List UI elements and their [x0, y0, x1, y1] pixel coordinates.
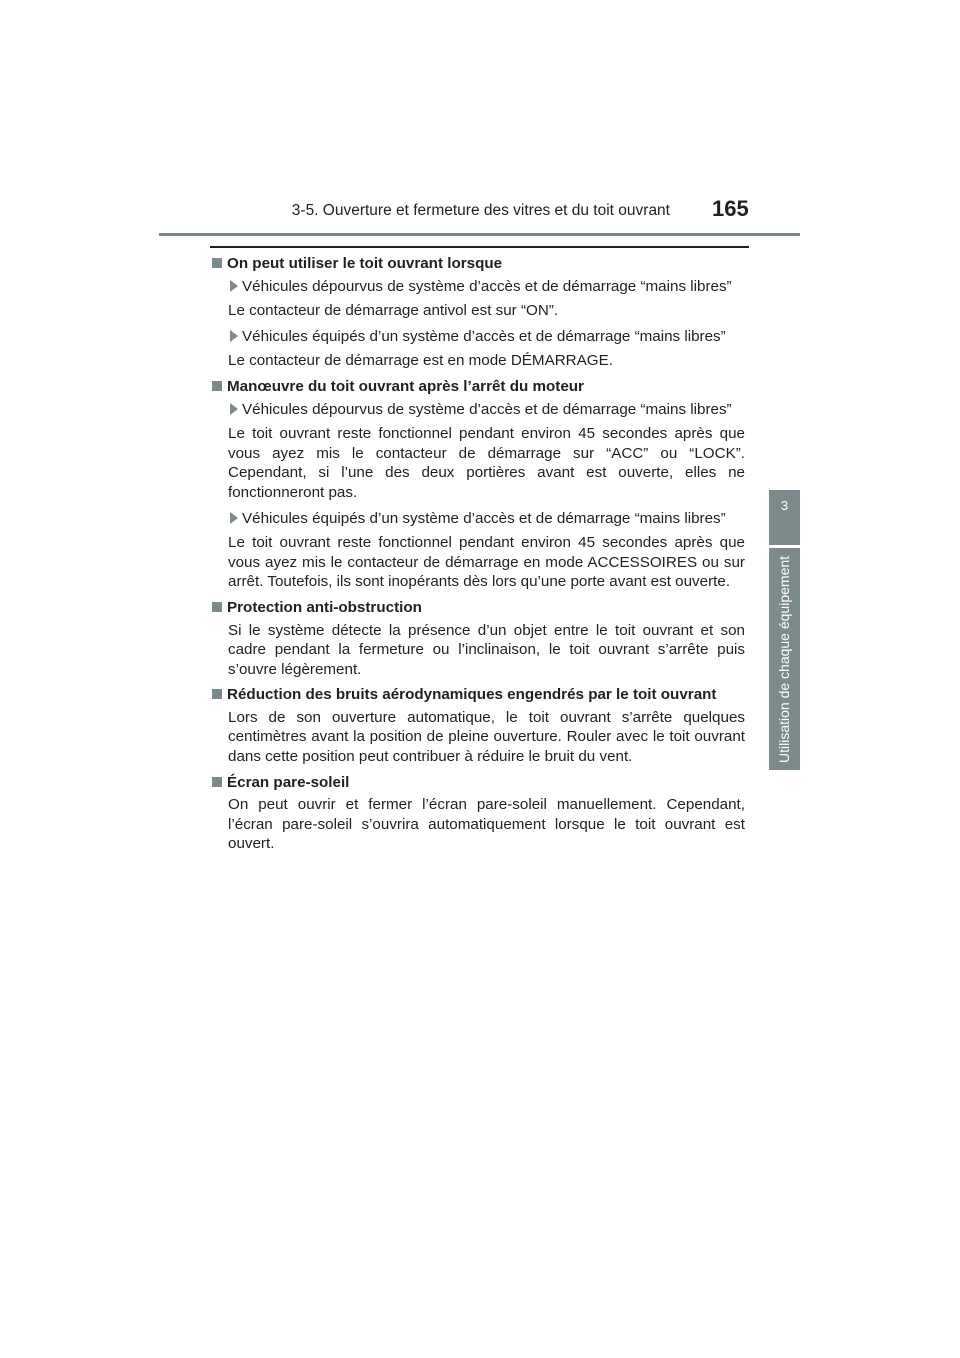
section-sunshade [212, 773, 745, 854]
vehicle-condition [228, 400, 745, 420]
header-rule [159, 233, 800, 236]
section-title [212, 773, 745, 793]
paragraph: Le contacteur de démarrage antivol est sur “ON”. [228, 302, 559, 320]
paragraph: On peut ouvrir et fermer l’écran pare-soleil manuellement. Cependant, l’écran pare-soleil s’ouvrira automatiquement lorsque le toit ouvrant est ouvert. [228, 796, 745, 853]
section-title-text: On peut utiliser le toit ouvrant lorsque [227, 255, 503, 272]
vehicle-condition [228, 327, 745, 347]
vehicle-condition [228, 509, 745, 529]
section-title-text: Protection anti-obstruction [227, 598, 422, 616]
page-number: 165 [712, 196, 749, 221]
vehicle-condition-text: Véhicules équipés d’un système d’accès et de démarrage “mains libres” [242, 327, 726, 345]
paragraph: Le toit ouvrant reste fonctionnel pendant environ 45 secondes après que vous ayez mis le contacteur de démarrage sur “ACC” ou “LOCK”. Cependant, si l’une des deux portières avant est ouverte, elles ne fonctionneront pas. [228, 425, 745, 501]
section-title-text: Réduction des bruits aérodynamiques engendrés par le toit ouvrant [227, 686, 717, 704]
arrow-right-icon [230, 330, 238, 342]
vehicle-condition-text: Véhicules équipés d’un système d’accès et de démarrage “mains libres” [242, 509, 726, 527]
square-bullet-icon [212, 258, 222, 268]
arrow-right-icon [230, 280, 238, 292]
arrow-right-icon [230, 403, 238, 415]
section-after-engine-stop [212, 377, 745, 592]
paragraph: Si le système détecte la présence d’un objet entre le toit ouvrant et son cadre pendant la fermeture ou l’inclinaison, le toit ouvrant s’arrête puis s’ouvre légèrement. [228, 621, 745, 678]
arrow-right-icon [230, 512, 238, 524]
section-title [212, 598, 745, 618]
section-anti-obstruction [212, 598, 745, 679]
section-title-text: Manœuvre du toit ouvrant après l’arrêt du moteur [227, 377, 584, 395]
content-top-rule [210, 246, 749, 248]
square-bullet-icon [212, 381, 222, 391]
section-usage-conditions [212, 254, 745, 371]
chapter-tab-number: 3 [780, 498, 789, 513]
page-content [212, 254, 745, 860]
section-title-text: Écran pare-soleil [227, 773, 350, 791]
vehicle-condition-text: Véhicules dépourvus de système d’accès et de démarrage “mains libres” [242, 277, 732, 295]
square-bullet-icon [212, 602, 222, 612]
running-header-title: 3-5. Ouverture et fermeture des vitres et du toit ouvrant [291, 202, 670, 219]
paragraph: Le toit ouvrant reste fonctionnel pendant environ 45 secondes après que vous ayez mis le contacteur de démarrage en mode ACCESSOIRES ou sur arrêt. Toutefois, ils sont inopérants dès lors qu’une porte avant est ouverte. [228, 534, 745, 591]
vehicle-condition [228, 277, 745, 297]
section-title [212, 254, 745, 274]
section-wind-noise [212, 685, 745, 766]
square-bullet-icon [212, 777, 222, 787]
chapter-tab-label: Utilisation de chaque équipement [776, 555, 792, 763]
square-bullet-icon [212, 689, 222, 699]
paragraph: Lors de son ouverture automatique, le toit ouvrant s’arrête quelques centimètres avant la position de pleine ouverture. Rouler avec le toit ouvrant dans cette position peut contribuer à réduire le bruit du vent. [228, 708, 745, 766]
section-title [212, 685, 745, 705]
section-title [212, 377, 745, 397]
paragraph: Le contacteur de démarrage est en mode DÉMARRAGE. [228, 352, 613, 370]
vehicle-condition-text: Véhicules dépourvus de système d’accès et de démarrage “mains libres” [242, 400, 732, 418]
